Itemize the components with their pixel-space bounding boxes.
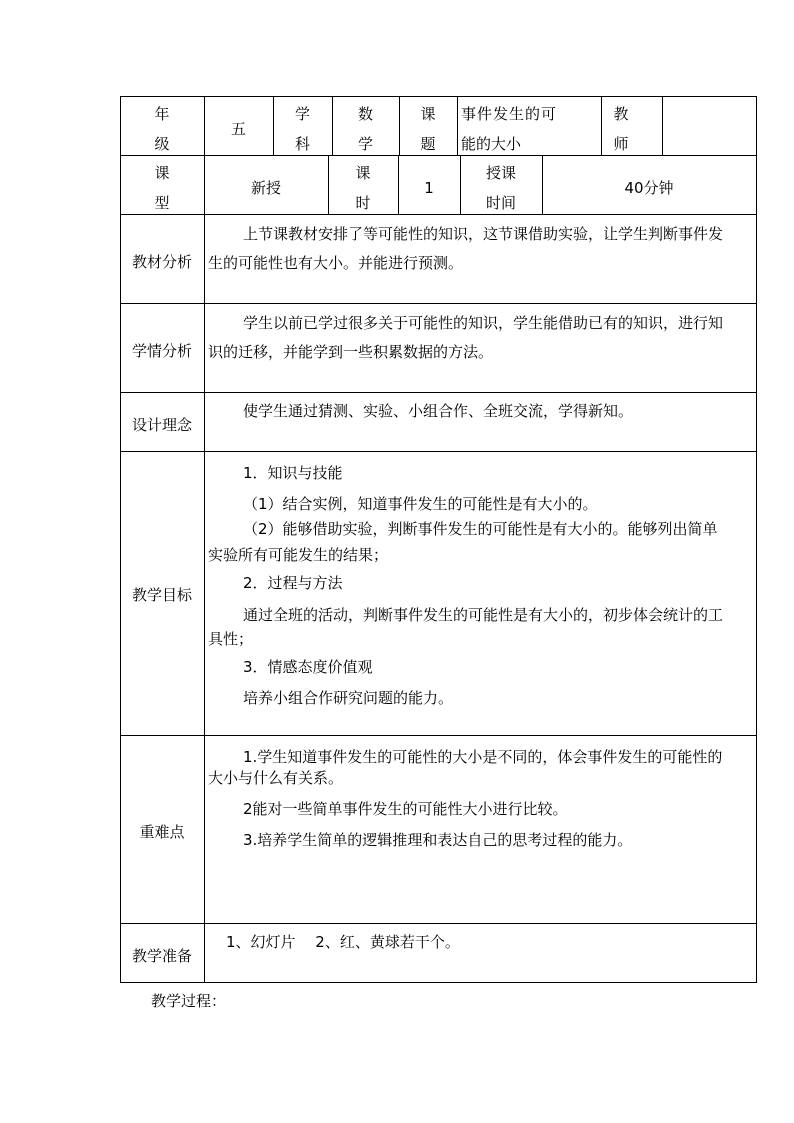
teaching-process-heading: 教学过程： (151, 992, 227, 1010)
label-column-divider (204, 96, 205, 983)
objective-heading: 3．情感态度价值观 (243, 658, 373, 676)
lesson-hours-label: 课 (355, 164, 371, 182)
table-row-divider (120, 451, 757, 452)
lesson-time-label: 时间 (485, 194, 516, 212)
table-border-right (756, 96, 757, 983)
grade-value: 五 (230, 120, 246, 138)
material-analysis-text: 上节课教材安排了等可能性的知识，这节课借助实验，让学生判断事件发 (243, 225, 724, 243)
student-analysis-text: 识的迁移，并能学到一些积累数据的方法。 (208, 343, 494, 361)
material-analysis-text: 生的可能性也有大小。并能进行预测。 (208, 254, 464, 272)
lesson-type-label: 型 (154, 194, 170, 212)
grade-label: 级 (154, 135, 170, 153)
design-concept-label: 设计理念 (131, 416, 192, 434)
preparation-label: 教学准备 (131, 947, 192, 965)
table-border-bottom (120, 982, 757, 983)
subject-value: 学 (357, 135, 373, 153)
design-concept-text: 使学生通过猜测、实验、小组合作、全班交流，学得新知。 (243, 402, 634, 420)
lesson-type-label: 课 (154, 164, 170, 182)
teaching-objectives-label: 教学目标 (131, 586, 192, 604)
table-cell-divider (662, 96, 663, 155)
objective-item: 培养小组合作研究问题的能力。 (243, 689, 454, 707)
topic-label: 课 (420, 105, 436, 123)
key-point-item: 1.学生知道事件发生的可能性的大小是不同的，体会事件发生的可能性的 (243, 748, 723, 766)
table-row-divider (120, 155, 757, 156)
objective-heading: 1．知识与技能 (243, 464, 343, 482)
key-point-item: 3.培养学生简单的逻辑推理和表达自己的思考过程的能力。 (243, 831, 633, 849)
lesson-hours-value: 1 (424, 179, 434, 197)
table-border-left (120, 96, 121, 983)
objective-item: 通过全班的活动，判断事件发生的可能性是有大小的，初步体会统计的工 (243, 606, 724, 624)
topic-value: 事件发生的可 (461, 105, 558, 123)
subject-value: 数 (357, 105, 373, 123)
objective-item: 实验所有可能发生的结果； (208, 546, 389, 564)
lesson-time-value: 40分钟 (624, 179, 674, 197)
subject-label: 科 (294, 135, 310, 153)
student-analysis-text: 学生以前已学过很多关于可能性的知识，学生能借助已有的知识，进行知 (243, 314, 724, 332)
objective-heading: 2．过程与方法 (243, 574, 343, 592)
lesson-type-value: 新授 (250, 179, 281, 197)
table-row-divider (120, 214, 757, 215)
table-row-divider (120, 735, 757, 736)
preparation-text: 1、幻灯片 2、红、黄球若干个。 (226, 933, 460, 951)
subject-label: 学 (294, 105, 310, 123)
key-point-item: 2能对一些简单事件发生的可能性大小进行比较。 (243, 800, 568, 818)
lesson-time-label: 授课 (485, 164, 516, 182)
table-cell-divider (457, 96, 458, 155)
table-row-divider (120, 303, 757, 304)
student-analysis-label: 学情分析 (131, 342, 192, 360)
topic-value: 能的大小 (461, 135, 522, 153)
objective-item: （1）结合实例，知道事件发生的可能性是有大小的。 (243, 495, 598, 513)
table-row-divider (120, 923, 757, 924)
teacher-label: 师 (613, 135, 629, 153)
objective-item: （2）能够借助实验，判断事件发生的可能性是有大小的。能够列出简单 (243, 520, 718, 538)
teacher-label: 教 (613, 105, 629, 123)
table-row-divider (120, 392, 757, 393)
material-analysis-label: 教材分析 (131, 253, 192, 271)
topic-label: 题 (420, 135, 436, 153)
key-points-label: 重难点 (139, 823, 185, 841)
grade-label: 年 (154, 105, 170, 123)
lesson-hours-label: 时 (355, 194, 371, 212)
objective-item: 具性； (208, 630, 254, 648)
key-point-item: 大小与什么有关系。 (208, 769, 344, 787)
